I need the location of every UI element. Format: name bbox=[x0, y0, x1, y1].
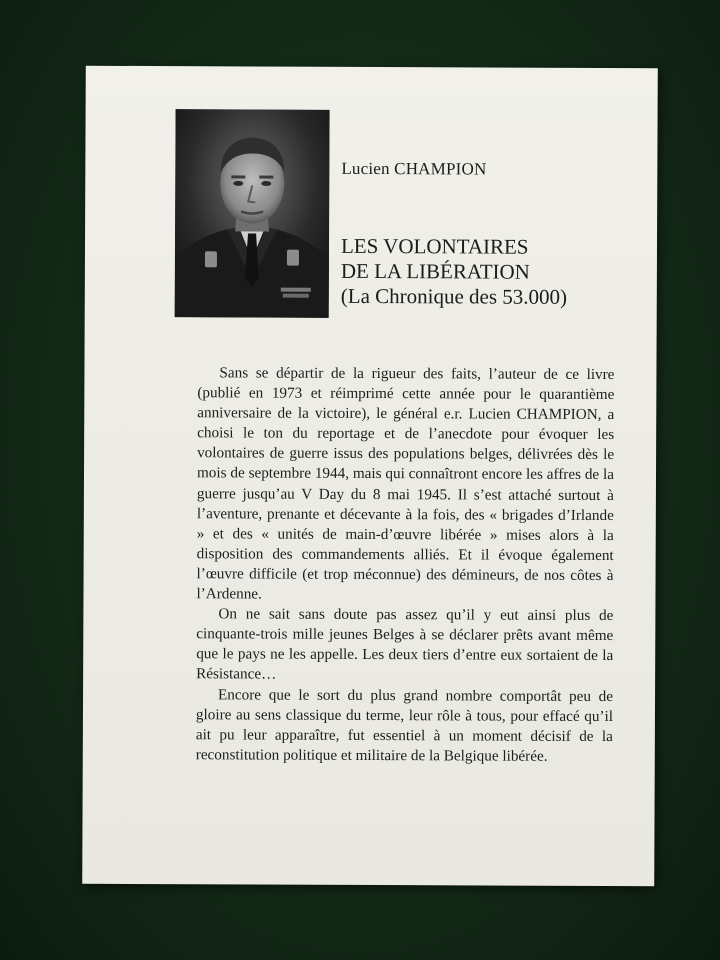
book-title bbox=[341, 234, 568, 310]
book-title-line-1: LES VOLONTAIRES bbox=[340, 233, 529, 259]
author-portrait-photo bbox=[175, 109, 330, 318]
book-subtitle: (La Chronique des 53.000) bbox=[340, 283, 568, 309]
book-title-line-2: DE LA LIBÉRATION bbox=[340, 258, 530, 284]
blurb-paragraph-1: Sans se départir de la rigueur des faits, l’auteur de ce livre (publié en 1973 et réimprimé cette année pour le quarantième anniversaire de la victoire), le général e.r. Lucien CHAMPION, a choisi le ton du reportage et de l’anecdote pour évoquer les volontaires de guerre issus des populations belges, délivrées dès le mois de septembre 1944, mais qui connaîtront encore les affres de la guerre jusqu’au V Day du 8 mai 1945. Il s’est attaché surtout à l’aventure, prenante et décevante à la fois, des « brigades d’Irlande » et des « unités de main-d’œuvre libérée » mises alors à la disposition des commandements alliés. Et il évoque également l’œuvre difficile (et trop méconnue) des démineurs, de nos côtes à l’Ardenne. bbox=[196, 364, 615, 603]
book-back-cover bbox=[82, 66, 658, 886]
author-name: Lucien CHAMPION bbox=[341, 158, 487, 179]
blurb-paragraph-2: On ne sait sans doute pas assez qu’il y eut ainsi plus de cinquante-trois mille jeunes Belges à se déclarer prêts avant même que le pays ne les appelle. Les deux tiers d’entre eux sortaient de la Résistance… bbox=[196, 605, 614, 683]
book-blurb bbox=[196, 363, 615, 767]
blurb-paragraph-3: Encore que le sort du plus grand nombre comportât peu de gloire au sens classique du terme, leur rôle à tous, pour effacé qu’il ait pu leur apparaître, fut essentiel à un moment décisif de la reconstitution politique et militaire de la Belgique libérée. bbox=[195, 685, 614, 765]
